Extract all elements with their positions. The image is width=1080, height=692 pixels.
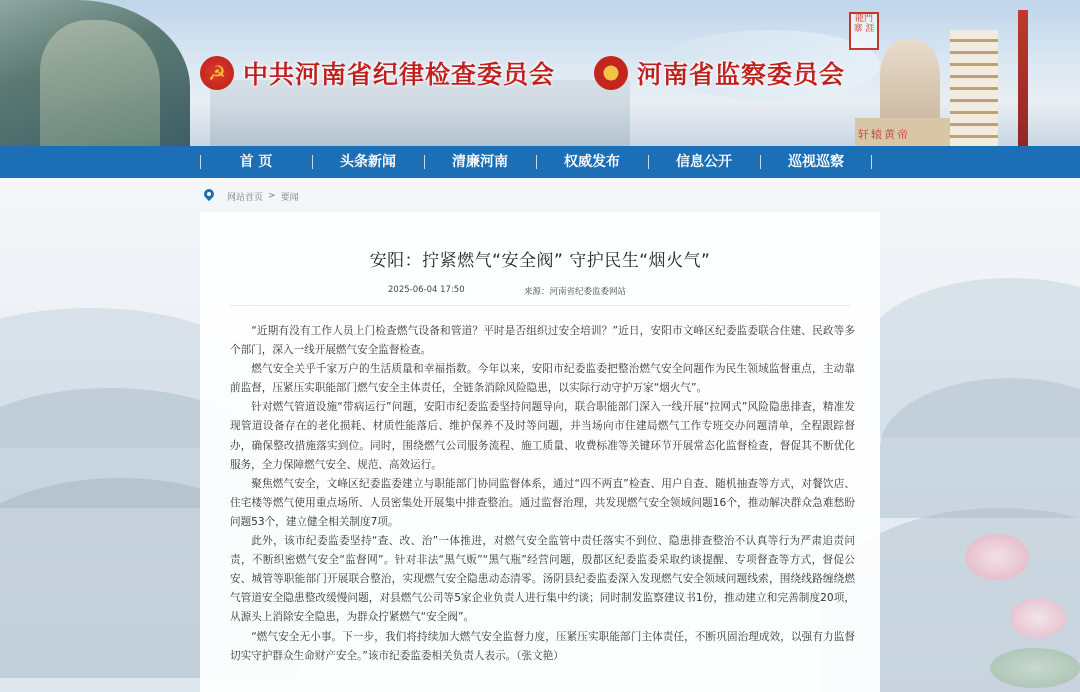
article-body <box>230 322 855 666</box>
seal-stamp: 龍門 寨 涯 <box>849 12 879 50</box>
org-supervision-name: 河南省监察委员会 <box>637 60 846 89</box>
nav-item-disclosure[interactable]: 信息公开 <box>648 146 760 178</box>
breadcrumb-home-link[interactable]: 网站首页 <box>227 192 264 203</box>
nav-item-clean-henan[interactable]: 清廉河南 <box>424 146 536 178</box>
location-pin-icon <box>203 189 215 203</box>
national-emblem-icon: ★ <box>594 56 628 90</box>
cliff-image <box>40 20 160 146</box>
article-paragraph: “燃气安全无小事。下一步，我们将持续加大燃气安全监督力度，压紧压实职能部门主体责任，不断巩固治理成效，以强有力监督切实守护群众生命财产安全。”该市纪委监委相关负责人表示。（张文艳） <box>230 630 855 662</box>
article-paragraph: 燃气安全关乎千家万户的生活质量和幸福指数。今年以来，安阳市纪委监委把整治燃气安全问题作为民生领域监督重点，主动靠前监督，压紧压实职能部门燃气安全主体责任，全链条消除风险隐患，以实际行动守护万家“烟火气”。 <box>230 363 855 395</box>
header-banner <box>0 0 1080 146</box>
party-emblem-icon: ☭ <box>200 56 234 90</box>
breadcrumb-separator: > <box>268 191 276 201</box>
article-date: 2025-06-04 17:50 <box>388 285 465 295</box>
pagoda-image <box>950 30 998 146</box>
tv-tower-image <box>1018 10 1028 146</box>
nav-item-inspection[interactable]: 巡视巡察 <box>760 146 872 178</box>
article-paragraph: 聚焦燃气安全，文峰区纪委监委建立与职能部门协同监督体系，通过“四不两直”检查、用户自查、随机抽查等方式，对餐饮店、住宅楼等燃气使用重点场所、人员密集处开展集中排查整治。通过监督治理，共发现燃气安全领域问题16个，推动解决群众急难愁盼问题53个，建立健全相关制度7项。 <box>230 477 855 528</box>
nav-item-headlines[interactable]: 头条新闻 <box>312 146 424 178</box>
nav-item-releases[interactable]: 权威发布 <box>536 146 648 178</box>
nav-item-home[interactable]: 首 页 <box>200 146 312 178</box>
article-panel <box>200 212 880 692</box>
article-title: 安阳：拧紧燃气“安全阀” 守护民生“烟火气” <box>369 251 711 271</box>
article-paragraph: 此外，该市纪委监委坚持“查、改、治”一体推进，对燃气安全监管中责任落实不到位、隐患排查整治不认真等行为严肃追责问责，不断织密燃气安全“监督网”。针对非法“黑气贩”“黑气瓶”经营问题，殷都区纪委监委采取约谈提醒、专项督查等方式，督促公安、城管等职能部门开展联合整治，实现燃气安全隐患动态清零。汤阴县纪委监委深入发现燃气安全领域问题线索，围绕线路缠绕燃气管道安全隐患整改缓慢问题，对县燃气公司等5家企业负责人进行集中约谈；同时制发监察建议书1份，推动建立和完善制度20项，从源头上消除安全隐患，为群众拧紧燃气“安全阀”。 <box>230 535 855 624</box>
main-nav <box>0 146 1080 178</box>
article-paragraph: “近期有没有工作人员上门检查燃气设备和管道？平时是否组织过安全培训？”近日，安阳市文峰区纪委监委联合住建、民政等多个部门，深入一线开展燃气安全监督检查。 <box>230 325 855 357</box>
article-paragraph: 针对燃气管道设施“带病运行”问题，安阳市纪委监委坚持问题导向，联合职能部门深入一线开展“拉网式”风险隐患排查，精准发现管道设备存在的老化损耗、材质性能落后、维护保养不及时等问题，并当场向市住建局燃气工作专班交办问题清单，全程跟踪督办，确保整改措施落实到位。同时，围绕燃气公司服务流程、施工质量、收费标准等关键环节开展常态化监督检查，督促其不断优化服务，全力保障燃气安全、规范、高效运行。 <box>230 401 855 471</box>
org-commission-name: 中共河南省纪律检查委员会 <box>243 60 556 89</box>
lotus-flower-icon <box>965 534 1029 580</box>
org-commission[interactable] <box>200 55 555 91</box>
statue-image <box>880 40 940 130</box>
lotus-leaf-icon <box>990 648 1080 688</box>
breadcrumb <box>203 189 299 203</box>
org-supervision[interactable] <box>594 55 845 91</box>
divider <box>230 305 850 306</box>
banner-caption: 轩辕黄帝 <box>858 128 910 141</box>
article-source: 来源：河南省纪委监委网站 <box>524 287 627 297</box>
lotus-flower-icon <box>1010 598 1066 638</box>
breadcrumb-current[interactable]: 要闻 <box>280 192 299 203</box>
